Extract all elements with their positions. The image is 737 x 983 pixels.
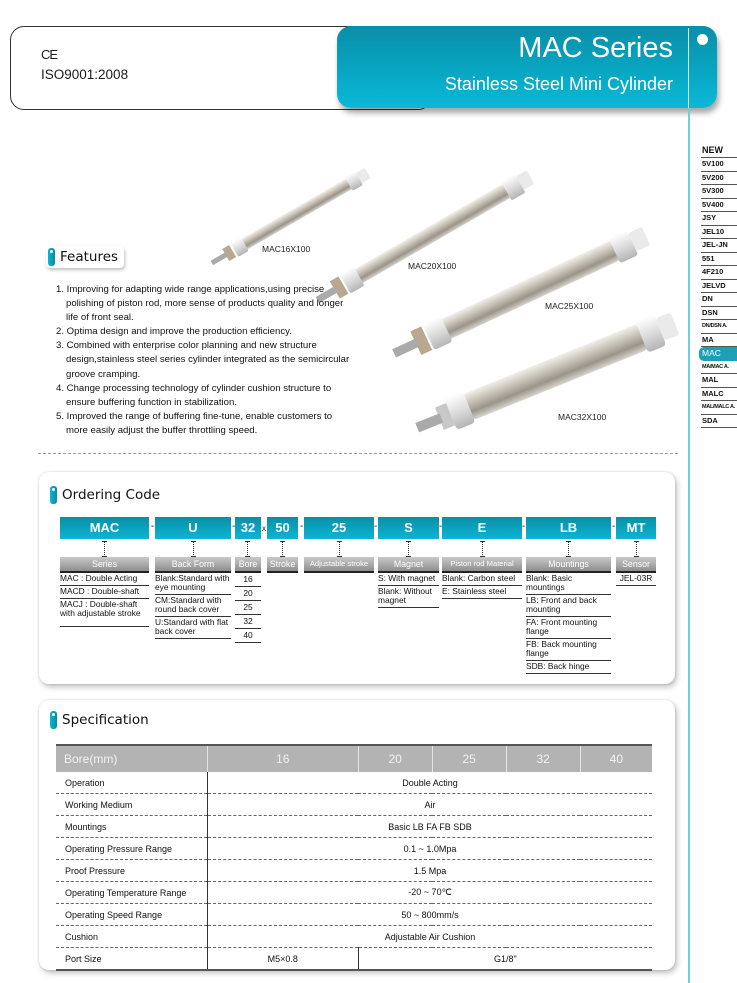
spec-label: Cushion — [56, 926, 208, 948]
code-separator: - — [374, 521, 378, 532]
spec-label: Operating Speed Range — [56, 904, 208, 926]
section-marker-icon — [50, 486, 57, 504]
series-option: MACD : Double-shaft — [60, 586, 149, 599]
code-separator: - — [439, 521, 443, 532]
section-divider — [38, 453, 678, 454]
magnet-option: Blank: Without magnet — [378, 586, 439, 608]
spec-header-40: 40 — [580, 745, 652, 772]
bore-option: 20 — [235, 587, 261, 601]
nav-item-5v300[interactable]: 5V300 — [701, 185, 737, 199]
nav-item-ma[interactable]: MA — [701, 334, 737, 348]
spec-header-25: 25 — [432, 745, 506, 772]
code-separator: x — [262, 524, 266, 533]
code-adjustable-stroke: 25 — [304, 517, 374, 539]
spec-label: Operating Pressure Range — [56, 838, 208, 860]
nav-item-mac[interactable]: MAC — [699, 347, 737, 361]
mounting-option: SDB: Back hinge — [526, 661, 611, 674]
nav-item-jelvd[interactable]: JELVD — [701, 280, 737, 294]
product-label-mac25: MAC25X100 — [545, 301, 594, 311]
spec-value-port-16: M5×0.8 — [208, 948, 359, 971]
code-stroke: 50 — [267, 517, 298, 539]
table-row — [56, 794, 652, 816]
series-option: MACJ : Double-shaft with adjustable stroke — [60, 599, 149, 627]
features-title: Features — [60, 249, 119, 265]
nav-item-dsn[interactable]: DSN — [701, 307, 737, 321]
bore-option: 40 — [235, 629, 261, 643]
category-bore: Bore — [235, 557, 261, 573]
spec-value-port-others: G1/8" — [358, 948, 652, 971]
material-option: E: Stainless steel — [442, 586, 522, 599]
spec-label: Operating Temperature Range — [56, 882, 208, 904]
table-row — [56, 860, 652, 882]
page-title: MAC Series — [518, 32, 673, 64]
category-adjustable-stroke: Adjustable stroke — [304, 557, 374, 573]
table-row — [56, 838, 652, 860]
feature-item: 3. Combined with enterprise color planning and new structure design,stainless steel series cylinder integrated as the semicircular groove cramping. — [56, 340, 350, 380]
spec-label: Proof Pressure — [56, 860, 208, 882]
bore-option: 25 — [235, 601, 261, 615]
code-separator: - — [612, 521, 616, 532]
cylinder-mac16-image — [208, 166, 372, 270]
table-row — [56, 882, 652, 904]
magnet-option: S: With magnet — [378, 573, 439, 586]
spec-header-32: 32 — [506, 745, 580, 772]
table-row — [56, 926, 652, 948]
spec-header-16: 16 — [208, 745, 359, 772]
code-sensor: MT — [616, 517, 656, 539]
series-option: MAC : Double Acting — [60, 573, 149, 586]
table-row — [56, 816, 652, 838]
feature-item: 2. Optima design and improve the production efficiency. — [56, 326, 292, 338]
mounting-option: LB: Front and back mounting — [526, 595, 611, 617]
back-form-option: CM:Standard with round back cover — [155, 595, 231, 617]
divider-line — [688, 28, 689, 108]
code-magnet: S — [378, 517, 439, 539]
nav-item-mal-malc-accessories[interactable]: MAL/MALC A. — [701, 401, 737, 415]
table-row — [56, 948, 652, 971]
mounting-option: FA: Front mounting flange — [526, 617, 611, 639]
nav-item-sda[interactable]: SDA — [701, 415, 737, 429]
category-series: Series — [60, 557, 149, 573]
side-divider-line — [688, 108, 690, 983]
iso-certification: ISO9001:2008 — [41, 67, 129, 82]
spec-label: Operation — [56, 772, 208, 794]
code-separator: - — [300, 521, 304, 532]
spec-label: Mountings — [56, 816, 208, 838]
back-form-options — [155, 573, 231, 639]
nav-item-jel-jn[interactable]: JEL-JN — [701, 239, 737, 253]
mounting-options — [526, 573, 611, 674]
product-label-mac32: MAC32X100 — [558, 412, 607, 422]
nav-item-5v200[interactable]: 5V200 — [701, 172, 737, 186]
back-form-option: U:Standard with flat back cover — [155, 617, 231, 639]
nav-item-4f210[interactable]: 4F210 — [701, 266, 737, 280]
category-stroke: Stroke — [267, 557, 298, 573]
category-back-form: Back Form — [155, 557, 231, 573]
nav-item-551[interactable]: 551 — [701, 253, 737, 267]
connector-icon — [102, 541, 107, 555]
spec-value: 1.5 Mpa — [208, 860, 653, 882]
bore-option: 16 — [235, 573, 261, 587]
spec-value: 50 ~ 800mm/s — [208, 904, 653, 926]
spec-value: -20 ~ 70℃ — [208, 882, 653, 904]
title-banner — [337, 26, 717, 108]
code-separator: - — [232, 521, 236, 532]
ordering-code-heading — [50, 486, 160, 504]
spec-value: Double Acting — [208, 772, 653, 794]
connector-icon — [406, 541, 411, 555]
specification-table — [56, 744, 652, 971]
spec-value: 0.1 ~ 1.0Mpa — [208, 838, 653, 860]
connector-icon — [337, 541, 342, 555]
spec-label: Working Medium — [56, 794, 208, 816]
mounting-option: Blank: Basic mountings — [526, 573, 611, 595]
nav-item-jel10[interactable]: JEL10 — [701, 226, 737, 240]
nav-item-malc[interactable]: MALC — [701, 388, 737, 402]
bore-option: 32 — [235, 615, 261, 629]
code-bore: 32 — [235, 517, 261, 539]
code-piston-material: E — [442, 517, 522, 539]
connector-icon — [191, 541, 196, 555]
section-marker-icon — [48, 248, 55, 266]
table-row — [56, 904, 652, 926]
sensor-options — [616, 573, 656, 586]
spec-value: Basic LB FA FB SDB — [208, 816, 653, 838]
page-subtitle: Stainless Steel Mini Cylinder — [444, 74, 673, 94]
spec-value: Air — [208, 794, 653, 816]
back-form-option: Blank:Standard with eye mounting — [155, 573, 231, 595]
ce-mark: CE — [41, 47, 58, 62]
section-marker-icon — [50, 711, 57, 729]
connector-icon — [245, 541, 250, 555]
product-label-mac20: MAC20X100 — [408, 261, 457, 271]
code-separator: - — [151, 521, 155, 532]
nav-item-dn-dsn-accessories[interactable]: DN/DSN A. — [701, 320, 737, 334]
specification-title: Specification — [62, 712, 149, 728]
feature-item: 5. Improved the range of buffering fine-tune, enable customers to more easily adjust the buffer throttling speed. — [56, 410, 333, 436]
material-option: Blank: Carbon steel — [442, 573, 522, 586]
bore-options — [235, 573, 261, 643]
series-index-nav — [701, 144, 737, 428]
nav-item-5v100[interactable]: 5V100 — [701, 158, 737, 172]
spec-header-row — [56, 745, 652, 772]
nav-item-jsy[interactable]: JSY — [701, 212, 737, 226]
features-heading — [46, 246, 124, 268]
features-list — [56, 283, 356, 438]
spec-header-20: 20 — [358, 745, 432, 772]
category-mountings: Mountings — [526, 557, 611, 573]
sensor-option: JEL-03R — [616, 573, 656, 586]
code-mountings: LB — [526, 517, 611, 539]
code-series: MAC — [60, 517, 149, 539]
connector-icon — [480, 541, 485, 555]
ordering-code-title: Ordering Code — [62, 487, 161, 503]
table-row — [56, 772, 652, 794]
category-sensor: Sensor — [616, 557, 656, 573]
category-magnet: Magnet — [378, 557, 439, 573]
connector-icon — [566, 541, 571, 555]
magnet-options — [378, 573, 439, 608]
nav-item-ma-mac-accessories[interactable]: MA/MAC A. — [701, 361, 737, 375]
dot-icon — [697, 34, 708, 45]
piston-material-options — [442, 573, 522, 599]
connector-icon — [280, 541, 285, 555]
nav-item-dn[interactable]: DN — [701, 293, 737, 307]
feature-item: 1. Improving for adapting wide range applications,using precise polishing of piston rod, more sense of products quality and longer life of front seal. — [56, 284, 344, 324]
nav-item-new[interactable]: NEW — [701, 144, 737, 158]
category-piston-material: Piston rod Material — [442, 557, 522, 573]
specification-heading — [50, 711, 149, 729]
product-label-mac16: MAC16X100 — [262, 244, 311, 254]
nav-item-5v400[interactable]: 5V400 — [701, 199, 737, 213]
series-options — [60, 573, 149, 627]
spec-label: Port Size — [56, 948, 208, 971]
spec-value: Adjustable Air Cushion — [208, 926, 653, 948]
nav-item-mal[interactable]: MAL — [701, 374, 737, 388]
code-back-form: U — [155, 517, 231, 539]
code-separator: - — [522, 521, 526, 532]
feature-item: 4. Change processing technology of cylinder cushion structure to ensure buffering function in stabilization. — [56, 382, 332, 408]
spec-header-bore: Bore(mm) — [56, 745, 208, 772]
mounting-option: FB: Back mounting flange — [526, 639, 611, 661]
connector-icon — [634, 541, 639, 555]
